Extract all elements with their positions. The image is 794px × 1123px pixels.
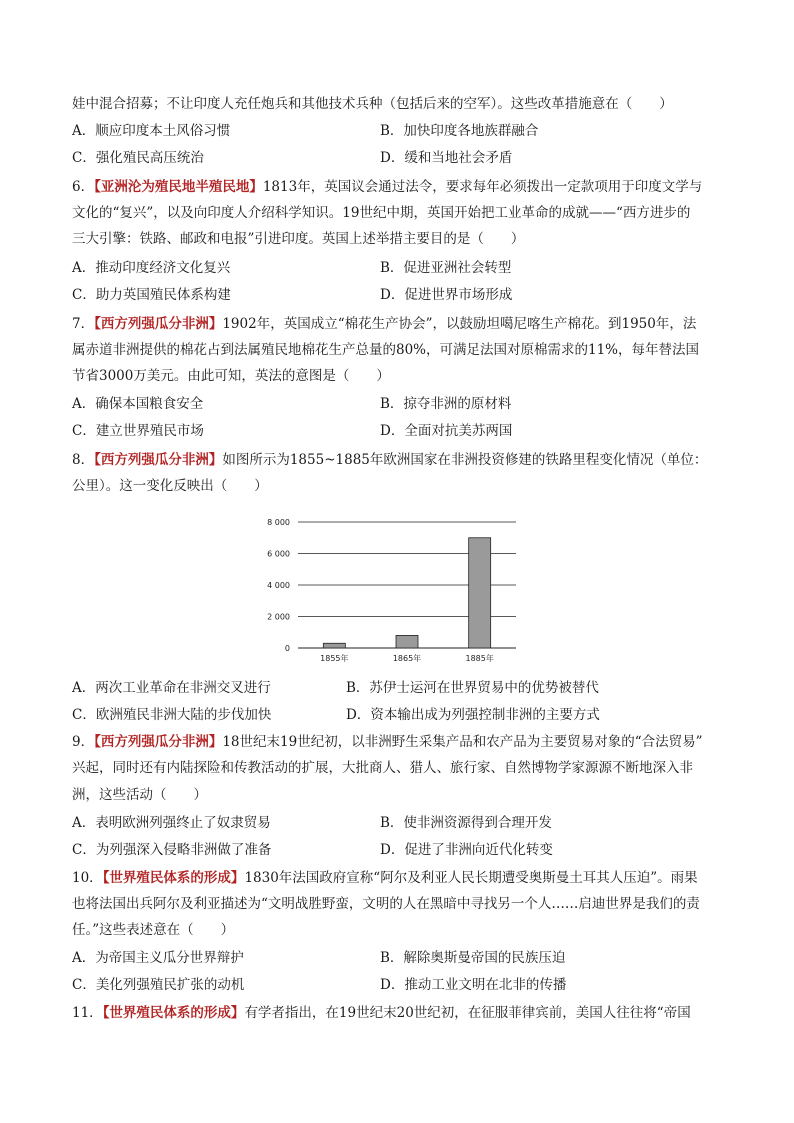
q6-option-d: D．促进世界市场形成 [380,287,513,303]
q10-line-1 [72,868,722,888]
q9-option-c: C．为列强深入侵略非洲做了准备 [72,842,272,858]
q11-topic-tag: 【世界殖民体系的形成】 [102,1005,245,1021]
y-tick-label: 8 000 [267,518,290,527]
q8-option-a: A．两次工业革命在非洲交叉进行 [72,680,271,696]
q9-option-a: A．表明欧洲列强终止了奴隶贸易 [72,815,271,831]
y-tick-label: 0 [284,644,290,653]
q9-line-1 [72,732,722,752]
q6-text-1: 1813年，英国议会通过法令，要求每年必须拨出一定款项用于印度文学与 [262,179,703,195]
q7-line-2: 属赤道非洲提供的棉花占到法属殖民地棉花生产总量的80%，可满足法国对原棉需求的11%，每年替法国 [72,342,700,358]
q7-number: 7． [72,316,95,332]
q9-number: 9． [72,734,95,750]
q6-option-b: B．促进亚洲社会转型 [380,260,512,276]
q6-option-c: C．助力英国殖民体系构建 [72,287,231,303]
q9-line-3: 洲，这些活动（ ） [72,787,207,803]
q10-option-c: C．美化列强殖民扩张的动机 [72,977,245,993]
q6-option-a: A．推动印度经济文化复兴 [72,260,231,276]
q9-topic-tag: 【西方列强瓜分非洲】 [94,734,223,750]
q6-number: 6． [72,179,95,195]
q10-topic-tag: 【世界殖民体系的形成】 [102,870,245,886]
q8-number: 8． [72,452,95,468]
bar-1855年 [323,643,345,648]
q5-option-d: D．缓和当地社会矛盾 [380,150,513,166]
q9-text-1: 18世纪末19世纪初，以非洲野生采集产品和农产品为主要贸易对象的“合法贸易” [222,734,703,750]
q10-option-a: A．为帝国主义瓜分世界辩护 [72,950,244,966]
x-tick-label: 1855年 [320,654,349,663]
q8-topic-tag: 【西方列强瓜分非洲】 [94,452,223,468]
q7-topic-tag: 【西方列强瓜分非洲】 [94,316,223,332]
q8-option-b: B．苏伊士运河在世界贸易中的优势被替代 [346,680,599,696]
q11-number: 11． [72,1005,103,1021]
q9-option-b: B．使非洲资源得到合理开发 [380,815,552,831]
q5-option-a: A．顺应印度本土风俗习惯 [72,123,231,139]
bar-1885年 [469,538,491,648]
y-tick-label: 2 000 [267,612,290,622]
railway-mileage-chart [258,508,528,668]
q9-line-2: 兴起，同时还有内陆探险和传教活动的扩展，大批商人、猎人、旅行家、自然博物学家源源不断地深入非 [72,760,693,776]
q10-line-2: 也将法国出兵阿尔及利亚描述为“文明战胜野蛮，文明的人在黑暗中寻找另一个人……启迪世界是我们的责 [72,896,700,912]
q8-text-1: 如图所示为1855~1885年欧洲国家在非洲投资修建的铁路里程变化情况（单位： [222,452,708,468]
q5-option-b: B．加快印度各地族群融合 [380,123,539,139]
q6-line-3: 三大引擎：铁路、邮政和电报”引进印度。英国上述举措主要目的是（ ） [72,231,525,247]
q5-line-1: 娃中混合招募；不让印度人充任炮兵和其他技术兵种（包括后来的空军）。这些改革措施意在（ ） [72,96,673,112]
q7-option-a: A．确保本国粮食安全 [72,396,204,412]
q11-text-1: 有学者指出，在19世纪末20世纪初，在征服菲律宾前，美国人往往将“帝国 [244,1005,691,1021]
q11-line-1 [72,1003,722,1023]
y-tick-label: 4 000 [267,581,290,590]
q8-line-2: 公里）。这一变化反映出（ ） [72,478,268,494]
q6-line-1 [72,177,722,197]
q8-option-c: C．欧洲殖民非洲大陆的步伐加快 [72,707,272,723]
bar-1865年 [396,635,418,648]
q6-line-2: 文化的“复兴”，以及向印度人介绍科学知识。19世纪中期，英国开始把工业革命的成就——“西方进步的 [72,205,691,221]
q8-option-d: D．资本输出成为列强控制非洲的主要方式 [346,707,600,723]
q5-option-c: C．强化殖民高压统治 [72,150,204,166]
q10-option-d: D．推动工业文明在北非的传播 [380,977,567,993]
q9-option-d: D．促进了非洲向近代化转变 [380,842,553,858]
q10-option-b: B．解除奥斯曼帝国的民族压迫 [380,950,566,966]
q6-topic-tag: 【亚洲沦为殖民地半殖民地】 [94,179,263,195]
q10-number: 10． [72,870,103,886]
y-tick-label: 6 000 [267,549,290,559]
q7-line-1 [72,314,722,334]
q8-line-1 [72,450,722,470]
q7-line-3: 节省3000万美元。由此可知，英法的意图是（ ） [72,368,390,384]
x-tick-label: 1865年 [392,654,422,663]
q10-line-3: 任。”这些表述意在（ ） [72,922,235,938]
x-tick-label: 1885年 [465,654,494,663]
q7-option-b: B．掠夺非洲的原材料 [380,396,512,412]
q7-option-c: C．建立世界殖民市场 [72,423,204,439]
q7-text-1: 1902年，英国成立“棉花生产协会”，以鼓励坦噶尼喀生产棉花。到1950年，法 [222,316,697,332]
q10-text-1: 1830年法国政府宣称“阿尔及利亚人民长期遭受奥斯曼土耳其人压迫”。雨果 [244,870,698,886]
q7-option-d: D．全面对抗美苏两国 [380,423,513,439]
